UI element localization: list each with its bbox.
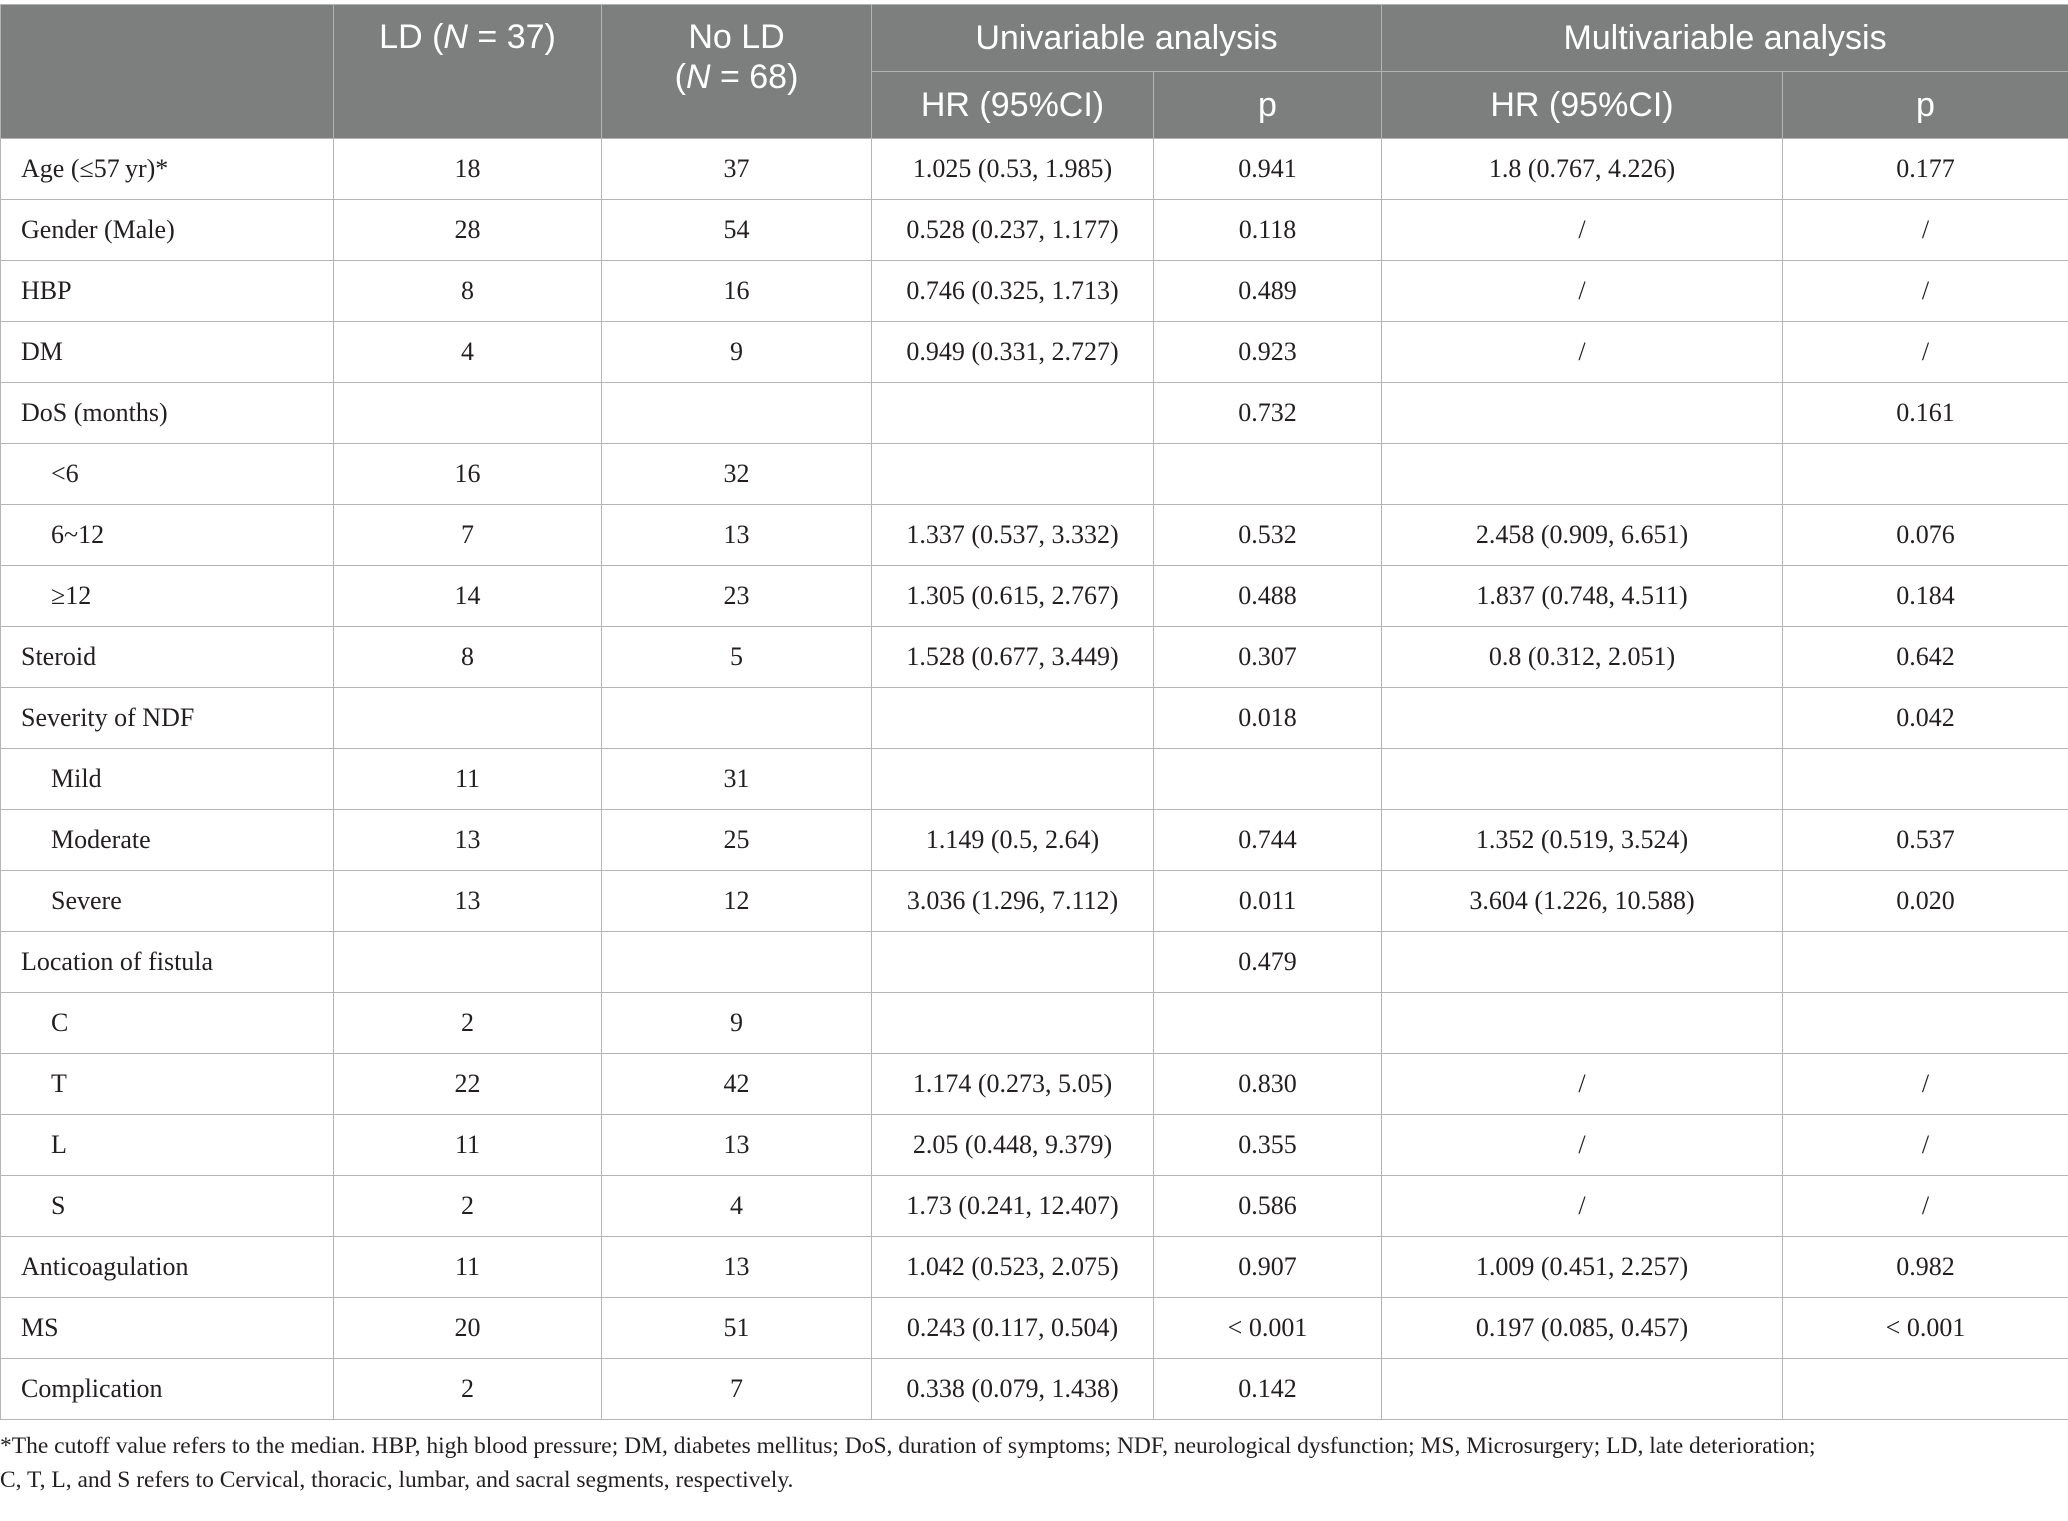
cell-no-ld-count: 16 xyxy=(602,261,872,322)
header-no-ld: No LD (N = 68) xyxy=(602,5,872,139)
cell-no-ld-count: 7 xyxy=(602,1359,872,1420)
cell-uni-hr: 1.174 (0.273, 5.05) xyxy=(872,1054,1154,1115)
cell-uni-p: 0.830 xyxy=(1154,1054,1382,1115)
cell-multi-p: 0.076 xyxy=(1783,505,2068,566)
cell-multi-p: 0.042 xyxy=(1783,688,2068,749)
table-row xyxy=(1,566,2068,627)
cell-ld-count: 13 xyxy=(334,871,602,932)
cox-regression-table xyxy=(0,4,2068,1420)
cell-uni-p: 0.011 xyxy=(1154,871,1382,932)
cell-multi-p: / xyxy=(1783,1176,2068,1237)
cell-multi-hr xyxy=(1382,749,1783,810)
cell-ld-count: 8 xyxy=(334,261,602,322)
cell-multi-hr: 1.8 (0.767, 4.226) xyxy=(1382,139,1783,200)
cell-multi-p: < 0.001 xyxy=(1783,1298,2068,1359)
row-label: Anticoagulation xyxy=(1,1237,334,1298)
cell-uni-p: 0.355 xyxy=(1154,1115,1382,1176)
cell-no-ld-count: 4 xyxy=(602,1176,872,1237)
table-row xyxy=(1,444,2068,505)
cell-ld-count: 2 xyxy=(334,993,602,1054)
row-label: Gender (Male) xyxy=(1,200,334,261)
cell-uni-hr: 0.243 (0.117, 0.504) xyxy=(872,1298,1154,1359)
table-body xyxy=(1,139,2068,1420)
table-row xyxy=(1,1054,2068,1115)
row-label: MS xyxy=(1,1298,334,1359)
cell-no-ld-count xyxy=(602,688,872,749)
results-table-container xyxy=(0,4,2068,1420)
header-multi-hr: HR (95%CI) xyxy=(1382,72,1783,139)
cell-no-ld-count: 9 xyxy=(602,322,872,383)
table-row xyxy=(1,749,2068,810)
cell-uni-hr: 0.528 (0.237, 1.177) xyxy=(872,200,1154,261)
cell-uni-hr: 1.025 (0.53, 1.985) xyxy=(872,139,1154,200)
cell-uni-p: 0.907 xyxy=(1154,1237,1382,1298)
cell-no-ld-count: 9 xyxy=(602,993,872,1054)
cell-uni-p: 0.307 xyxy=(1154,627,1382,688)
cell-ld-count xyxy=(334,383,602,444)
table-row xyxy=(1,139,2068,200)
cell-uni-p: 0.744 xyxy=(1154,810,1382,871)
table-row xyxy=(1,383,2068,444)
cell-no-ld-count xyxy=(602,932,872,993)
cell-multi-p: / xyxy=(1783,1115,2068,1176)
cell-uni-hr: 0.746 (0.325, 1.713) xyxy=(872,261,1154,322)
table-row xyxy=(1,1115,2068,1176)
cell-multi-hr: 0.8 (0.312, 2.051) xyxy=(1382,627,1783,688)
row-label: DoS (months) xyxy=(1,383,334,444)
cell-uni-hr xyxy=(872,749,1154,810)
footnote-line-1: *The cutoff value refers to the median. HBP, high blood pressure; DM, diabetes mellitus; DoS, duration of symptoms; NDF, neurological dysfunction; MS, Microsurgery; LD, late deterioration; xyxy=(0,1433,1816,1459)
cell-multi-p xyxy=(1783,749,2068,810)
row-label: Location of fistula xyxy=(1,932,334,993)
cell-uni-hr: 1.042 (0.523, 2.075) xyxy=(872,1237,1154,1298)
cell-ld-count: 8 xyxy=(334,627,602,688)
table-row xyxy=(1,1298,2068,1359)
cell-uni-hr: 2.05 (0.448, 9.379) xyxy=(872,1115,1154,1176)
row-label: Severity of NDF xyxy=(1,688,334,749)
cell-uni-hr: 1.337 (0.537, 3.332) xyxy=(872,505,1154,566)
cell-ld-count: 22 xyxy=(334,1054,602,1115)
header-multivariable: Multivariable analysis xyxy=(1382,5,2068,72)
row-label: Age (≤57 yr)* xyxy=(1,139,334,200)
cell-uni-p: 0.118 xyxy=(1154,200,1382,261)
cell-multi-hr: 1.009 (0.451, 2.257) xyxy=(1382,1237,1783,1298)
cell-no-ld-count: 31 xyxy=(602,749,872,810)
row-label: C xyxy=(1,993,334,1054)
cell-uni-p: 0.923 xyxy=(1154,322,1382,383)
cell-no-ld-count: 13 xyxy=(602,505,872,566)
cell-multi-hr xyxy=(1382,444,1783,505)
cell-multi-hr xyxy=(1382,993,1783,1054)
cell-multi-hr: 2.458 (0.909, 6.651) xyxy=(1382,505,1783,566)
table-header xyxy=(1,5,2068,139)
cell-multi-p: 0.982 xyxy=(1783,1237,2068,1298)
cell-ld-count: 11 xyxy=(334,1237,602,1298)
cell-ld-count xyxy=(334,688,602,749)
cell-multi-p: 0.177 xyxy=(1783,139,2068,200)
cell-ld-count xyxy=(334,932,602,993)
cell-multi-hr: 1.352 (0.519, 3.524) xyxy=(1382,810,1783,871)
table-row xyxy=(1,505,2068,566)
cell-multi-hr xyxy=(1382,383,1783,444)
cell-no-ld-count: 13 xyxy=(602,1115,872,1176)
table-row xyxy=(1,200,2068,261)
header-uni-p: p xyxy=(1154,72,1382,139)
cell-uni-hr xyxy=(872,993,1154,1054)
row-label: S xyxy=(1,1176,334,1237)
cell-multi-hr: / xyxy=(1382,261,1783,322)
table-row xyxy=(1,322,2068,383)
row-label: Severe xyxy=(1,871,334,932)
cell-multi-hr: / xyxy=(1382,1115,1783,1176)
cell-uni-hr: 1.528 (0.677, 3.449) xyxy=(872,627,1154,688)
cell-uni-p: 0.018 xyxy=(1154,688,1382,749)
row-label: 6~12 xyxy=(1,505,334,566)
cell-multi-p xyxy=(1783,932,2068,993)
cell-uni-p: 0.732 xyxy=(1154,383,1382,444)
table-row xyxy=(1,688,2068,749)
table-row xyxy=(1,1237,2068,1298)
header-variable-blank xyxy=(1,5,334,139)
cell-ld-count: 11 xyxy=(334,749,602,810)
cell-multi-p: 0.537 xyxy=(1783,810,2068,871)
cell-multi-hr xyxy=(1382,932,1783,993)
header-multi-p: p xyxy=(1783,72,2068,139)
table-row xyxy=(1,261,2068,322)
row-label: Moderate xyxy=(1,810,334,871)
cell-ld-count: 20 xyxy=(334,1298,602,1359)
cell-no-ld-count: 5 xyxy=(602,627,872,688)
cell-no-ld-count: 25 xyxy=(602,810,872,871)
cell-uni-p: 0.941 xyxy=(1154,139,1382,200)
table-row xyxy=(1,1359,2068,1420)
cell-ld-count: 28 xyxy=(334,200,602,261)
cell-uni-p: 0.586 xyxy=(1154,1176,1382,1237)
cell-ld-count: 2 xyxy=(334,1176,602,1237)
cell-multi-p: / xyxy=(1783,1054,2068,1115)
header-uni-hr: HR (95%CI) xyxy=(872,72,1154,139)
cell-multi-p: / xyxy=(1783,200,2068,261)
cell-uni-p: 0.142 xyxy=(1154,1359,1382,1420)
cell-multi-hr: / xyxy=(1382,1176,1783,1237)
cell-uni-p: 0.488 xyxy=(1154,566,1382,627)
cell-uni-hr: 0.949 (0.331, 2.727) xyxy=(872,322,1154,383)
table-row xyxy=(1,1176,2068,1237)
cell-no-ld-count: 42 xyxy=(602,1054,872,1115)
cell-multi-hr: 0.197 (0.085, 0.457) xyxy=(1382,1298,1783,1359)
table-row xyxy=(1,810,2068,871)
cell-no-ld-count: 51 xyxy=(602,1298,872,1359)
cell-multi-p: 0.184 xyxy=(1783,566,2068,627)
row-label: ≥12 xyxy=(1,566,334,627)
table-row xyxy=(1,993,2068,1054)
table-row xyxy=(1,627,2068,688)
cell-multi-hr: / xyxy=(1382,322,1783,383)
header-ld: LD (N = 37) xyxy=(334,5,602,139)
cell-multi-hr: / xyxy=(1382,1054,1783,1115)
table-row xyxy=(1,871,2068,932)
cell-uni-hr: 1.73 (0.241, 12.407) xyxy=(872,1176,1154,1237)
cell-uni-p: 0.479 xyxy=(1154,932,1382,993)
cell-uni-hr xyxy=(872,688,1154,749)
row-label: Steroid xyxy=(1,627,334,688)
cell-uni-hr: 1.305 (0.615, 2.767) xyxy=(872,566,1154,627)
cell-multi-hr xyxy=(1382,688,1783,749)
row-label: T xyxy=(1,1054,334,1115)
table-row xyxy=(1,932,2068,993)
cell-uni-p xyxy=(1154,749,1382,810)
cell-multi-hr: 3.604 (1.226, 10.588) xyxy=(1382,871,1783,932)
cell-multi-p: / xyxy=(1783,261,2068,322)
cell-multi-hr xyxy=(1382,1359,1783,1420)
cell-ld-count: 2 xyxy=(334,1359,602,1420)
cell-ld-count: 16 xyxy=(334,444,602,505)
cell-uni-p: 0.489 xyxy=(1154,261,1382,322)
cell-no-ld-count: 32 xyxy=(602,444,872,505)
cell-uni-hr: 1.149 (0.5, 2.64) xyxy=(872,810,1154,871)
row-label: DM xyxy=(1,322,334,383)
cell-uni-hr xyxy=(872,383,1154,444)
cell-multi-p: / xyxy=(1783,322,2068,383)
cell-multi-p: 0.020 xyxy=(1783,871,2068,932)
cell-multi-p: 0.161 xyxy=(1783,383,2068,444)
footnote-line-2: C, T, L, and S refers to Cervical, thoracic, lumbar, and sacral segments, respectively. xyxy=(0,1467,794,1493)
cell-uni-hr xyxy=(872,932,1154,993)
cell-no-ld-count: 23 xyxy=(602,566,872,627)
cell-no-ld-count: 37 xyxy=(602,139,872,200)
row-label: Complication xyxy=(1,1359,334,1420)
cell-ld-count: 13 xyxy=(334,810,602,871)
cell-multi-hr: 1.837 (0.748, 4.511) xyxy=(1382,566,1783,627)
row-label: L xyxy=(1,1115,334,1176)
cell-uni-hr xyxy=(872,444,1154,505)
cell-ld-count: 7 xyxy=(334,505,602,566)
cell-no-ld-count: 54 xyxy=(602,200,872,261)
cell-uni-hr: 0.338 (0.079, 1.438) xyxy=(872,1359,1154,1420)
cell-uni-p: 0.532 xyxy=(1154,505,1382,566)
row-label: Mild xyxy=(1,749,334,810)
header-univariable: Univariable analysis xyxy=(872,5,1382,72)
cell-ld-count: 18 xyxy=(334,139,602,200)
cell-uni-p xyxy=(1154,444,1382,505)
cell-uni-p xyxy=(1154,993,1382,1054)
cell-multi-hr: / xyxy=(1382,200,1783,261)
cell-no-ld-count: 13 xyxy=(602,1237,872,1298)
row-label: HBP xyxy=(1,261,334,322)
cell-uni-p: < 0.001 xyxy=(1154,1298,1382,1359)
cell-multi-p: 0.642 xyxy=(1783,627,2068,688)
row-label: <6 xyxy=(1,444,334,505)
cell-multi-p xyxy=(1783,444,2068,505)
cell-no-ld-count xyxy=(602,383,872,444)
cell-multi-p xyxy=(1783,993,2068,1054)
cell-ld-count: 11 xyxy=(334,1115,602,1176)
cell-multi-p xyxy=(1783,1359,2068,1420)
cell-ld-count: 14 xyxy=(334,566,602,627)
cell-uni-hr: 3.036 (1.296, 7.112) xyxy=(872,871,1154,932)
cell-ld-count: 4 xyxy=(334,322,602,383)
cell-no-ld-count: 12 xyxy=(602,871,872,932)
table-footnote xyxy=(0,1429,2040,1497)
